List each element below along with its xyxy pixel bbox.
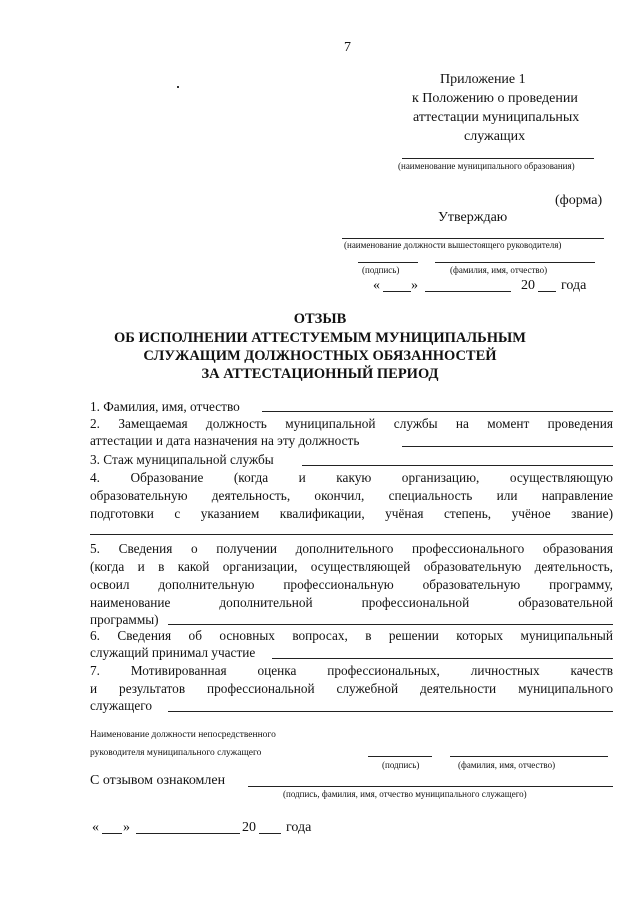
item-2-line-a: 2. Замещаемая должность муниципальной службы на момент проведения <box>90 416 613 431</box>
fio-field[interactable] <box>435 262 595 263</box>
item-4-line-c: подготовки с указанием квалификации, учёная степень, учёное звание) <box>90 506 613 521</box>
item-3-label: 3. Стаж муниципальной службы <box>90 452 274 467</box>
manager-fio-field[interactable] <box>450 756 608 757</box>
appendix-line-2: к Положению о проведении <box>412 91 578 106</box>
bottom-date-day-field[interactable] <box>102 833 122 834</box>
municipality-field[interactable] <box>402 158 594 159</box>
title-line-1: ОТЗЫВ <box>293 311 347 327</box>
superior-position-field[interactable] <box>342 238 604 239</box>
item-6-field[interactable] <box>272 658 613 659</box>
item-5-line-b: (когда и в какой организации, осуществляющей образовательную деятельность, <box>90 559 613 574</box>
superior-caption: (наименование должности вышестоящего руководителя) <box>344 240 562 250</box>
item-7-field[interactable] <box>168 711 613 712</box>
item-7-line-c: служащего <box>90 698 153 713</box>
manager-signature-caption: (подпись) <box>382 760 420 770</box>
date-year-suffix: года <box>561 278 587 293</box>
item-5-line-c: освоил дополнительную профессиональную образовательную программу, <box>90 577 613 592</box>
appendix-line-4: служащих <box>464 129 526 144</box>
acquainted-caption: (подпись, фамилия, имя, отчество муниципального служащего) <box>283 789 527 799</box>
acquainted-field[interactable] <box>248 786 613 787</box>
manager-caption-1: Наименование должности непосредственного <box>90 730 276 740</box>
item-6-line-a: 6. Сведения об основных вопросах, в решении которых муниципальный <box>90 628 613 643</box>
item-4-line-a: 4. Образование (когда и какую организацию, осуществляющую <box>90 470 613 485</box>
bottom-date-year-suffix: года <box>286 820 312 835</box>
form-label: (форма) <box>555 193 603 208</box>
municipality-caption: (наименование муниципального образования) <box>398 161 575 171</box>
item-2-field[interactable] <box>402 446 613 447</box>
bottom-date-year-prefix: 20 <box>242 820 256 835</box>
item-1-label: 1. Фамилия, имя, отчество <box>90 399 240 414</box>
scan-dot <box>177 86 179 88</box>
date-month-field[interactable] <box>425 291 511 292</box>
bottom-date-open-quote: « <box>92 820 99 835</box>
acquainted-label: С отзывом ознакомлен <box>90 773 226 788</box>
title-line-2: ОБ ИСПОЛНЕНИИ АТТЕСТУЕМЫМ МУНИЦИПАЛЬНЫМ <box>114 330 526 346</box>
date-open-quote: « <box>373 278 380 293</box>
date-close-quote: » <box>411 278 418 293</box>
appendix-line-3: аттестации муниципальных <box>413 110 580 125</box>
date-day-field[interactable] <box>383 291 411 292</box>
item-5-field[interactable] <box>168 624 613 625</box>
title-line-3: СЛУЖАЩИМ ДОЛЖНОСТНЫХ ОБЯЗАННОСТЕЙ <box>143 348 497 364</box>
item-5-line-d: наименование дополнительной профессиональной образовательной <box>90 595 613 610</box>
fio-caption: (фамилия, имя, отчество) <box>450 265 548 275</box>
signature-caption: (подпись) <box>362 265 400 275</box>
bottom-date-close-quote: » <box>123 820 130 835</box>
item-1-field[interactable] <box>262 411 613 412</box>
item-4-field[interactable] <box>90 534 613 535</box>
appendix-line-1: Приложение 1 <box>440 72 526 87</box>
item-6-line-b: служащий принимал участие <box>90 645 256 660</box>
item-7-line-a: 7. Мотивированная оценка профессиональных, личностных качеств <box>90 663 613 678</box>
bottom-date-year-field[interactable] <box>259 833 281 834</box>
bottom-date-month-field[interactable] <box>136 833 240 834</box>
manager-fio-caption: (фамилия, имя, отчество) <box>458 760 556 770</box>
item-5-line-e: программы) <box>90 612 159 627</box>
manager-signature-field[interactable] <box>368 756 432 757</box>
title-line-4: ЗА АТТЕСТАЦИОННЫЙ ПЕРИОД <box>201 366 439 382</box>
item-2-line-b: аттестации и дата назначения на эту должность <box>90 433 360 448</box>
item-5-line-a: 5. Сведения о получении дополнительного профессионального образования <box>90 541 613 556</box>
item-3-field[interactable] <box>302 465 613 466</box>
manager-caption-2: руководителя муниципального служащего <box>90 748 262 758</box>
signature-field[interactable] <box>358 262 418 263</box>
approve-label: Утверждаю <box>438 210 508 225</box>
item-7-line-b: и результатов профессиональной служебной деятельности муниципального <box>90 681 613 696</box>
item-4-line-b: образовательную деятельность, окончил, специальность или направление <box>90 488 613 503</box>
page-number: 7 <box>344 40 351 55</box>
date-year-prefix: 20 <box>521 278 535 293</box>
date-year-field[interactable] <box>538 291 556 292</box>
